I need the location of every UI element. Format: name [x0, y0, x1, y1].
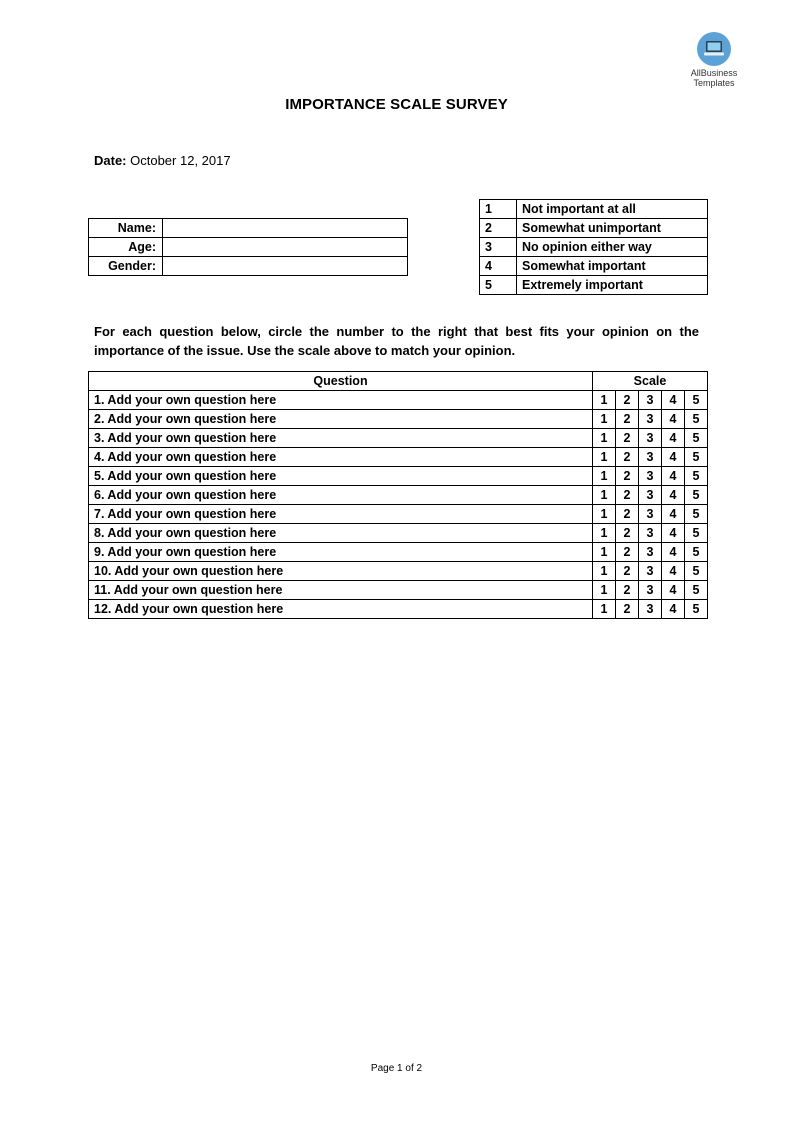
- scale-option-5[interactable]: 5: [685, 581, 708, 600]
- scale-option-5[interactable]: 5: [685, 486, 708, 505]
- legend-row: [480, 219, 708, 238]
- legend-num: 5: [480, 276, 517, 295]
- scale-option-3[interactable]: 3: [639, 524, 662, 543]
- question-row: [89, 429, 708, 448]
- scale-option-3[interactable]: 3: [639, 391, 662, 410]
- scale-option-3[interactable]: 3: [639, 562, 662, 581]
- scale-option-3[interactable]: 3: [639, 410, 662, 429]
- question-text: 7. Add your own question here: [89, 505, 593, 524]
- legend-row: [480, 200, 708, 219]
- question-text: 5. Add your own question here: [89, 467, 593, 486]
- date-label: Date:: [94, 153, 127, 168]
- scale-option-1[interactable]: 1: [593, 448, 616, 467]
- scale-option-4[interactable]: 4: [662, 600, 685, 619]
- scale-option-5[interactable]: 5: [685, 448, 708, 467]
- scale-option-2[interactable]: 2: [616, 467, 639, 486]
- scale-option-4[interactable]: 4: [662, 505, 685, 524]
- question-column-header: Question: [89, 372, 593, 391]
- scale-option-2[interactable]: 2: [616, 524, 639, 543]
- laptop-icon: [697, 32, 731, 66]
- scale-option-5[interactable]: 5: [685, 391, 708, 410]
- scale-option-4[interactable]: 4: [662, 429, 685, 448]
- question-text: 4. Add your own question here: [89, 448, 593, 467]
- legend-num: 2: [480, 219, 517, 238]
- info-row-name: [89, 219, 408, 238]
- scale-option-5[interactable]: 5: [685, 410, 708, 429]
- page-title: IMPORTANCE SCALE SURVEY: [285, 96, 508, 113]
- scale-option-4[interactable]: 4: [662, 543, 685, 562]
- question-text: 6. Add your own question here: [89, 486, 593, 505]
- legend-desc: Somewhat unimportant: [517, 219, 708, 238]
- age-field[interactable]: [163, 238, 408, 257]
- scale-option-3[interactable]: 3: [639, 467, 662, 486]
- legend-desc: Somewhat important: [517, 257, 708, 276]
- scale-option-2[interactable]: 2: [616, 448, 639, 467]
- scale-legend-table: [479, 199, 708, 295]
- legend-num: 4: [480, 257, 517, 276]
- legend-row: [480, 276, 708, 295]
- scale-option-2[interactable]: 2: [616, 429, 639, 448]
- scale-option-5[interactable]: 5: [685, 543, 708, 562]
- question-text: 3. Add your own question here: [89, 429, 593, 448]
- scale-option-4[interactable]: 4: [662, 581, 685, 600]
- scale-option-1[interactable]: 1: [593, 467, 616, 486]
- scale-option-1[interactable]: 1: [593, 486, 616, 505]
- question-row: [89, 543, 708, 562]
- scale-option-5[interactable]: 5: [685, 505, 708, 524]
- page-number: Page 1 of 2: [370, 1063, 423, 1074]
- scale-option-1[interactable]: 1: [593, 429, 616, 448]
- info-row-age: [89, 238, 408, 257]
- scale-option-3[interactable]: 3: [639, 600, 662, 619]
- scale-option-5[interactable]: 5: [685, 524, 708, 543]
- scale-option-4[interactable]: 4: [662, 562, 685, 581]
- scale-option-3[interactable]: 3: [639, 448, 662, 467]
- question-text: 10. Add your own question here: [89, 562, 593, 581]
- question-text: 2. Add your own question here: [89, 410, 593, 429]
- respondent-info-table: [88, 218, 408, 276]
- scale-option-4[interactable]: 4: [662, 524, 685, 543]
- scale-option-1[interactable]: 1: [593, 505, 616, 524]
- question-text: 9. Add your own question here: [89, 543, 593, 562]
- scale-option-3[interactable]: 3: [639, 429, 662, 448]
- question-row: [89, 505, 708, 524]
- legend-desc: Extremely important: [517, 276, 708, 295]
- scale-option-4[interactable]: 4: [662, 467, 685, 486]
- scale-option-2[interactable]: 2: [616, 600, 639, 619]
- scale-option-5[interactable]: 5: [685, 429, 708, 448]
- question-text: 1. Add your own question here: [89, 391, 593, 410]
- scale-option-4[interactable]: 4: [662, 410, 685, 429]
- scale-option-1[interactable]: 1: [593, 543, 616, 562]
- scale-column-header: Scale: [593, 372, 708, 391]
- scale-option-2[interactable]: 2: [616, 486, 639, 505]
- gender-label: Gender:: [89, 257, 163, 276]
- age-label: Age:: [89, 238, 163, 257]
- question-row: [89, 524, 708, 543]
- legend-desc: Not important at all: [517, 200, 708, 219]
- scale-option-2[interactable]: 2: [616, 581, 639, 600]
- question-text: 8. Add your own question here: [89, 524, 593, 543]
- survey-header-row: [89, 372, 708, 391]
- question-row: [89, 486, 708, 505]
- scale-option-3[interactable]: 3: [639, 543, 662, 562]
- company-logo: [682, 32, 746, 88]
- legend-num: 1: [480, 200, 517, 219]
- scale-option-1[interactable]: 1: [593, 600, 616, 619]
- scale-option-1[interactable]: 1: [593, 562, 616, 581]
- name-field[interactable]: [163, 219, 408, 238]
- scale-option-2[interactable]: 2: [616, 562, 639, 581]
- scale-option-2[interactable]: 2: [616, 391, 639, 410]
- scale-option-2[interactable]: 2: [616, 410, 639, 429]
- scale-option-2[interactable]: 2: [616, 505, 639, 524]
- question-text: 11. Add your own question here: [89, 581, 593, 600]
- scale-option-1[interactable]: 1: [593, 391, 616, 410]
- logo-text: [682, 68, 746, 88]
- scale-option-4[interactable]: 4: [662, 486, 685, 505]
- question-row: [89, 581, 708, 600]
- survey-body: [89, 391, 708, 619]
- scale-option-3[interactable]: 3: [639, 505, 662, 524]
- legend-desc: No opinion either way: [517, 238, 708, 257]
- legend-row: [480, 257, 708, 276]
- question-row: [89, 600, 708, 619]
- scale-option-5[interactable]: 5: [685, 562, 708, 581]
- logo-text-line2: Templates: [693, 78, 735, 88]
- question-row: [89, 391, 708, 410]
- date-line: [94, 153, 231, 168]
- scale-option-3[interactable]: 3: [639, 486, 662, 505]
- date-value: October 12, 2017: [126, 153, 231, 168]
- gender-field[interactable]: [163, 257, 408, 276]
- instructions-text: For each question below, circle the number to the right that best fits your opinion on the importance of the issue. Use the scale above to match your opinion.: [94, 324, 699, 358]
- scale-option-4[interactable]: 4: [662, 448, 685, 467]
- name-label: Name:: [89, 219, 163, 238]
- question-row: [89, 467, 708, 486]
- scale-option-1[interactable]: 1: [593, 524, 616, 543]
- legend-num: 3: [480, 238, 517, 257]
- question-text: 12. Add your own question here: [89, 600, 593, 619]
- question-row: [89, 410, 708, 429]
- scale-option-5[interactable]: 5: [685, 600, 708, 619]
- scale-option-2[interactable]: 2: [616, 543, 639, 562]
- scale-option-1[interactable]: 1: [593, 410, 616, 429]
- question-row: [89, 562, 708, 581]
- scale-option-4[interactable]: 4: [662, 391, 685, 410]
- scale-option-3[interactable]: 3: [639, 581, 662, 600]
- legend-row: [480, 238, 708, 257]
- survey-table: [88, 371, 708, 619]
- logo-text-line1: AllBusiness: [690, 68, 738, 78]
- question-row: [89, 448, 708, 467]
- scale-option-1[interactable]: 1: [593, 581, 616, 600]
- scale-option-5[interactable]: 5: [685, 467, 708, 486]
- info-row-gender: [89, 257, 408, 276]
